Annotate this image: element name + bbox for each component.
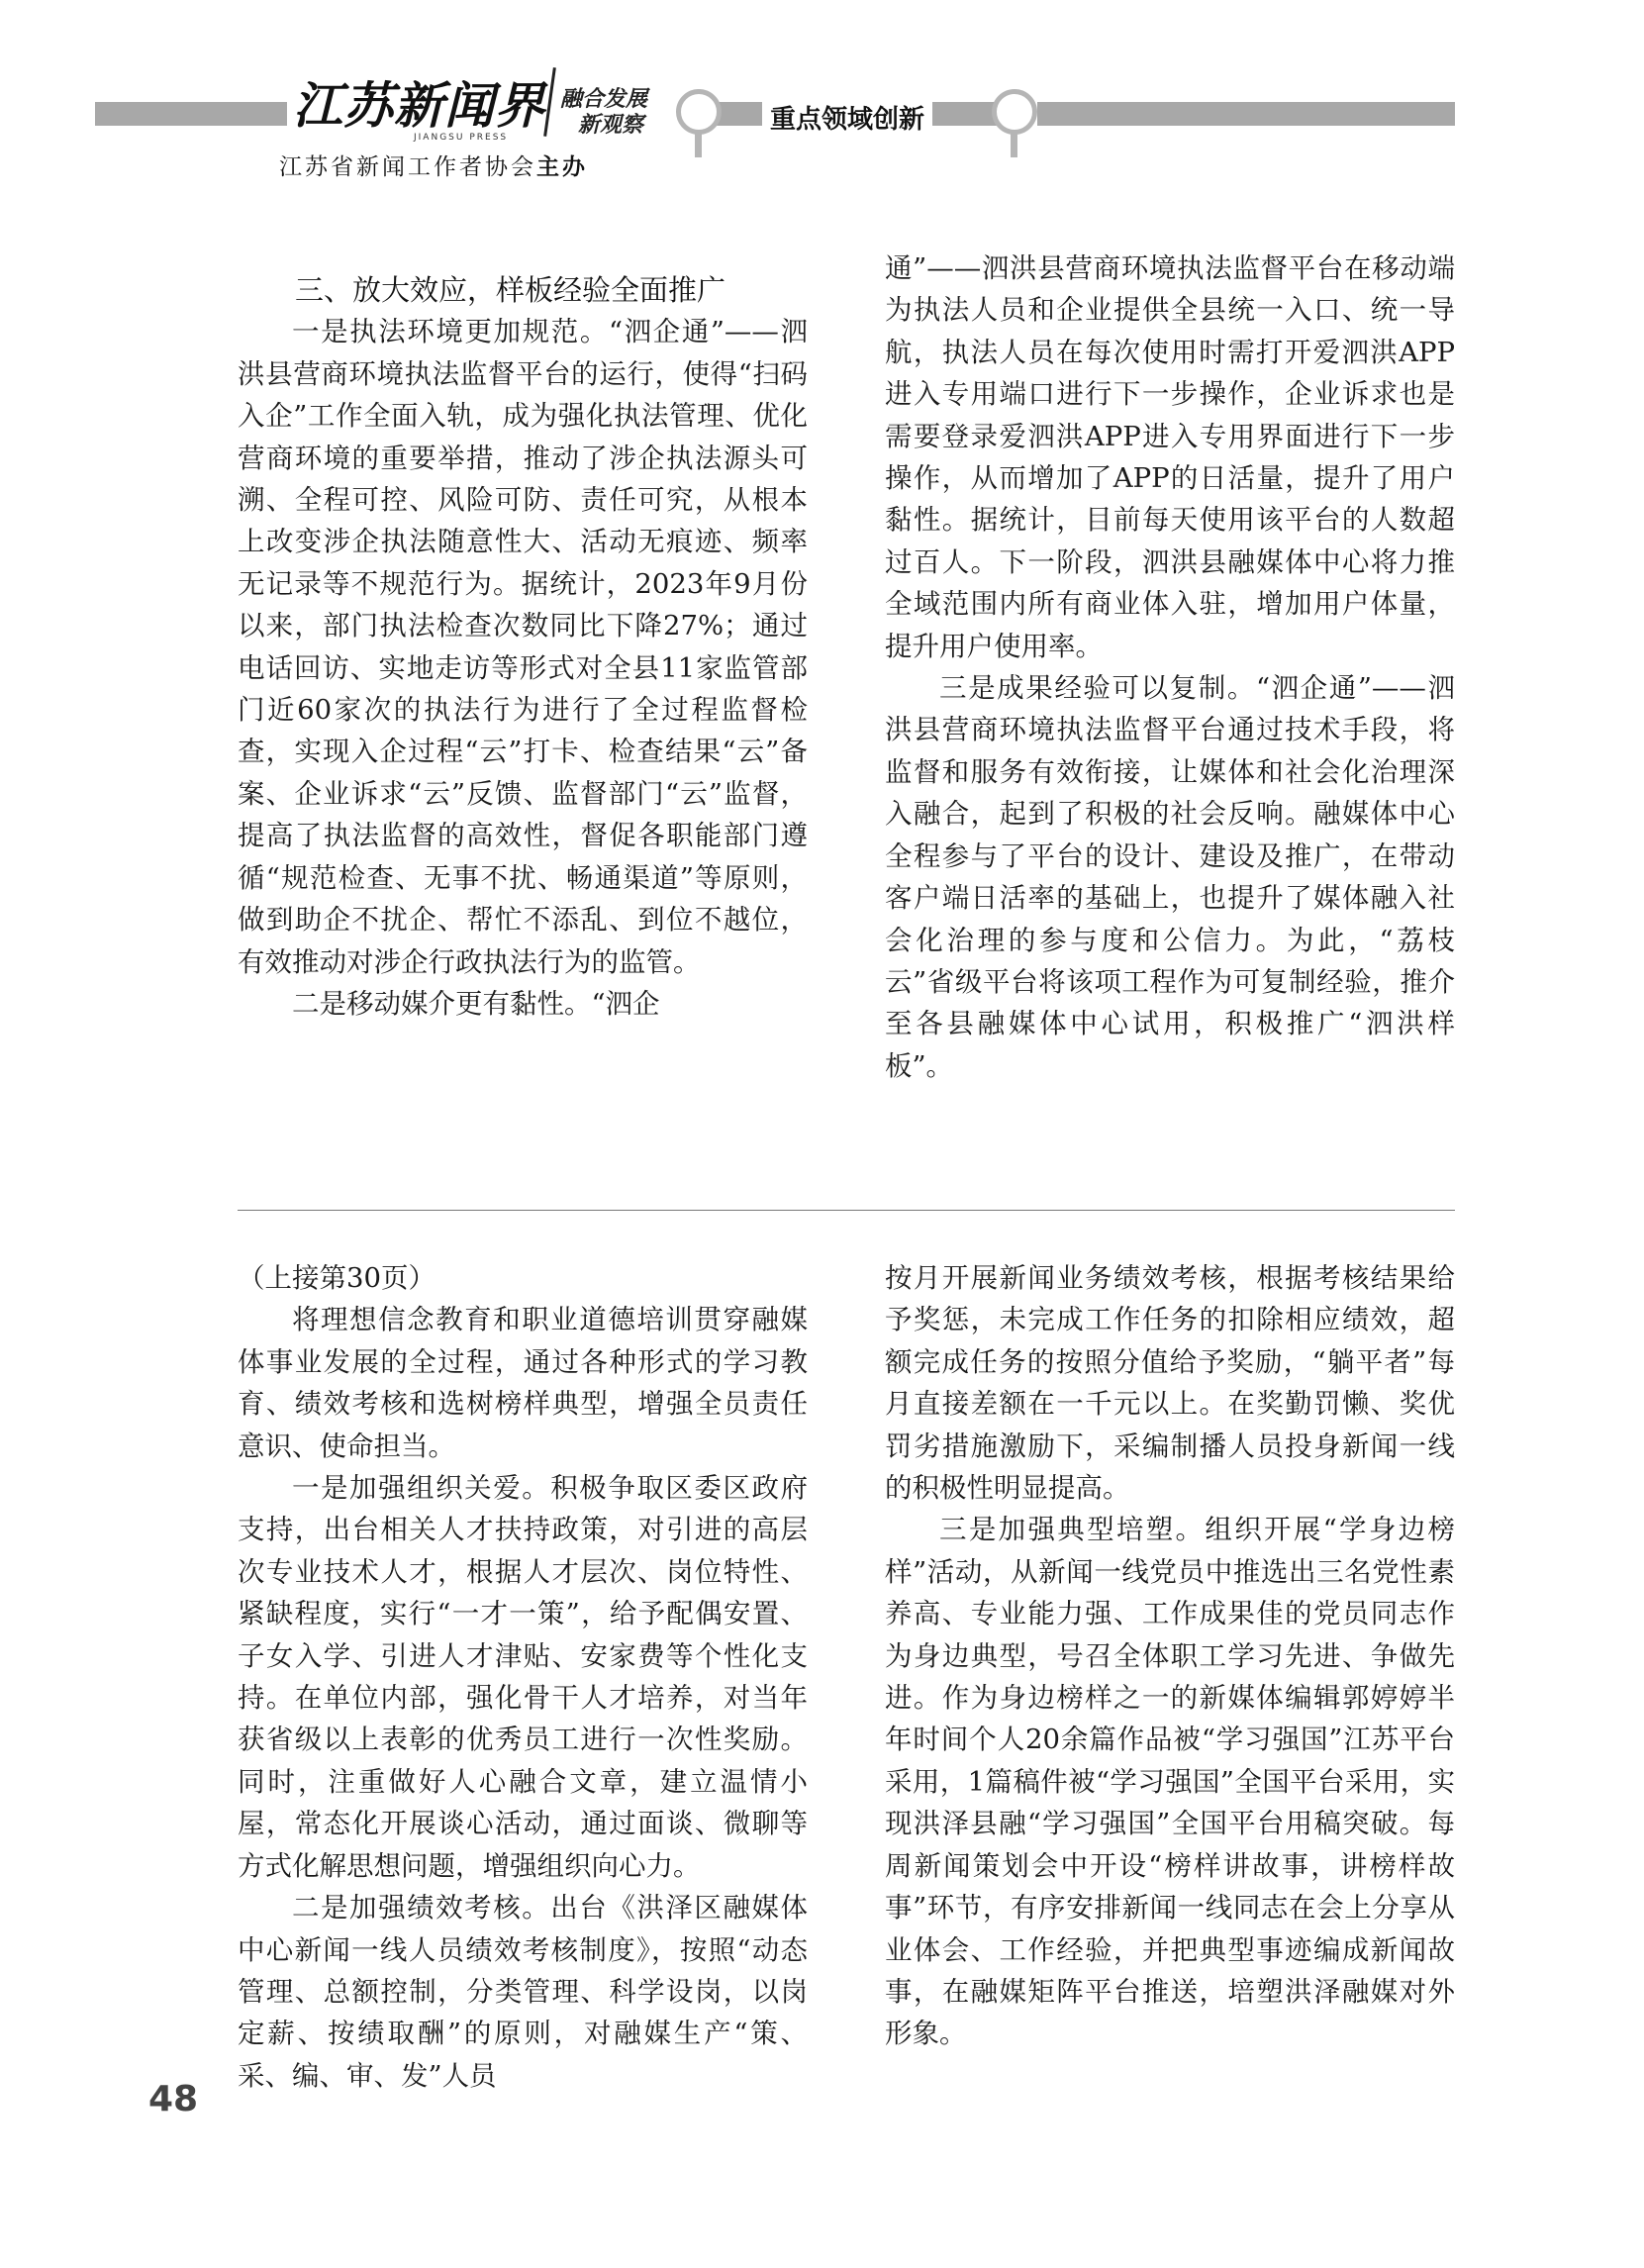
header-bar-right — [1037, 102, 1455, 126]
paragraph: 一是加强组织关爱。积极争取区委区政府支持，出台相关人才扶持政策，对引进的高层次专业技术人才，根据人才层次、岗位特性、紧缺程度，实行“一才一策”，给予配偶安置、子女入学、引进人才津贴、安家费等个性化支持。在单位内部，强化骨干人才培养，对当年获省级以上表彰的优秀员工进行一次性奖励。同时，注重做好人心融合文章，建立温情小屋，常态化开展谈心活动，通过面谈、微聊等方式化解思想问题，增强组织向心力。 — [238, 1472, 808, 1882]
organizer-suffix: 主办 — [536, 154, 588, 180]
location-pin-icon — [676, 89, 722, 135]
top-right-column — [885, 247, 1455, 1087]
header-bar-left — [95, 102, 289, 126]
masthead-english: JIANGSU PRESS — [414, 133, 509, 143]
location-pin-icon — [992, 89, 1037, 135]
section-heading: 三、放大效应，样板经验全面推广 — [295, 273, 726, 307]
section-title: 重点领域创新 — [762, 99, 932, 136]
masthead-logo: 江苏新闻界 — [287, 77, 551, 135]
column-title — [560, 87, 669, 139]
paragraph-continued: 按月开展新闻业务绩效考核，根据考核结果给予奖惩，未完成工作任务的扣除相应绩效，超额完成任务的按照分值给予奖励，“躺平者”每月直接差额在一千元以上。在奖勤罚懒、奖优罚劣措施激励下，采编制播人员投身新闻一线的积极性明显提高。 — [885, 1262, 1455, 1505]
paragraph: 将理想信念教育和职业道德培训贯穿融媒体事业发展的全过程，通过各种形式的学习教育、绩效考核和选树榜样典型，增强全员责任意识、使命担当。 — [238, 1304, 808, 1462]
column-title-line1: 融合发展 — [560, 87, 648, 112]
organizer-name: 江苏省新闻工作者协会 — [279, 154, 536, 180]
paragraph: 三是加强典型培塑。组织开展“学身边榜样”活动，从新闻一线党员中推选出三名党性素养高、专业能力强、工作成果佳的党员同志作为身边典型，号召全体职工学习先进、争做先进。作为身边榜样之一的新媒体编辑郭婷婷半年时间个人20余篇作品被“学习强国”江苏平台采用，1篇稿件被“学习强国”全国平台采用，实现洪泽县融“学习强国”全国平台用稿突破。每周新闻策划会中开设“榜样讲故事，讲榜样故事”环节，有序安排新闻一线同志在会上分享从业体会、工作经验，并把典型事迹编成新闻故事，在融媒矩阵平台推送，培塑洪泽融媒对外形象。 — [885, 1514, 1455, 2050]
paragraph-continued: 通”——泗洪县营商环境执法监督平台在移动端为执法人员和企业提供全县统一入口、统一导航，执法人员在每次使用时需打开爱泗洪APP进入专用端口进行下一步操作，企业诉求也是需要登录爱泗洪APP进入专用界面进行下一步操作，从而增加了APP的日活量，提升了用户黏性。据统计，目前每天使用该平台的人数超过百人。下一阶段，泗洪县融媒体中心将力推全域范围内所有商业体入驻，增加用户体量，提升用户使用率。 — [885, 252, 1455, 662]
page-number: 48 — [148, 2079, 199, 2120]
continued-note: （上接第30页） — [238, 1262, 435, 1294]
bottom-right-column — [885, 1257, 1455, 2055]
organizer-line — [279, 148, 588, 181]
top-left-column — [238, 269, 808, 1025]
section-divider — [238, 1210, 1455, 1211]
paragraph: 三是成果经验可以复制。“泗企通”——泗洪县营商环境执法监督平台通过技术手段，将监督和服务有效衔接，让媒体和社会化治理深入融合，起到了积极的社会反响。融媒体中心全程参与了平台的设计、建设及推广，在带动客户端日活率的基础上，也提升了媒体融入社会化治理的参与度和公信力。为此，“荔枝云”省级平台将该项工程作为可复制经验，推介至各县融媒体中心试用，积极推广“泗洪样板”。 — [885, 672, 1455, 1082]
paragraph: 二是加强绩效考核。出台《洪泽区融媒体中心新闻一线人员绩效考核制度》，按照“动态管理、总额控制，分类管理、科学设岗，以岗定薪、按绩取酬”的原则，对融媒生产“策、采、编、审、发”人员 — [238, 1892, 808, 2092]
bottom-left-column — [238, 1257, 808, 2097]
paragraph: 一是执法环境更加规范。“泗企通”——泗洪县营商环境执法监督平台的运行，使得“扫码入企”工作全面入轨，成为强化执法管理、优化营商环境的重要举措，推动了涉企执法源头可溯、全程可控、风险可防、责任可究，从根本上改变涉企执法随意性大、活动无痕迹、频率无记录等不规范行为。据统计，2023年9月份以来，部门执法检查次数同比下降27%；通过电话回访、实地走访等形式对全县11家监管部门近60家次的执法行为进行了全过程监督检查，实现入企过程“云”打卡、检查结果“云”备案、企业诉求“云”反馈、监督部门“云”监督，提高了执法监督的高效性，督促各职能部门遵循“规范检查、无事不扰、畅通渠道”等原则，做到助企不扰企、帮忙不添乱、到位不越位，有效推动对涉企行政执法行为的监管。 — [238, 316, 808, 978]
column-title-line2: 新观察 — [578, 113, 644, 138]
paragraph: 二是移动媒介更有黏性。“泗企 — [292, 987, 660, 1020]
